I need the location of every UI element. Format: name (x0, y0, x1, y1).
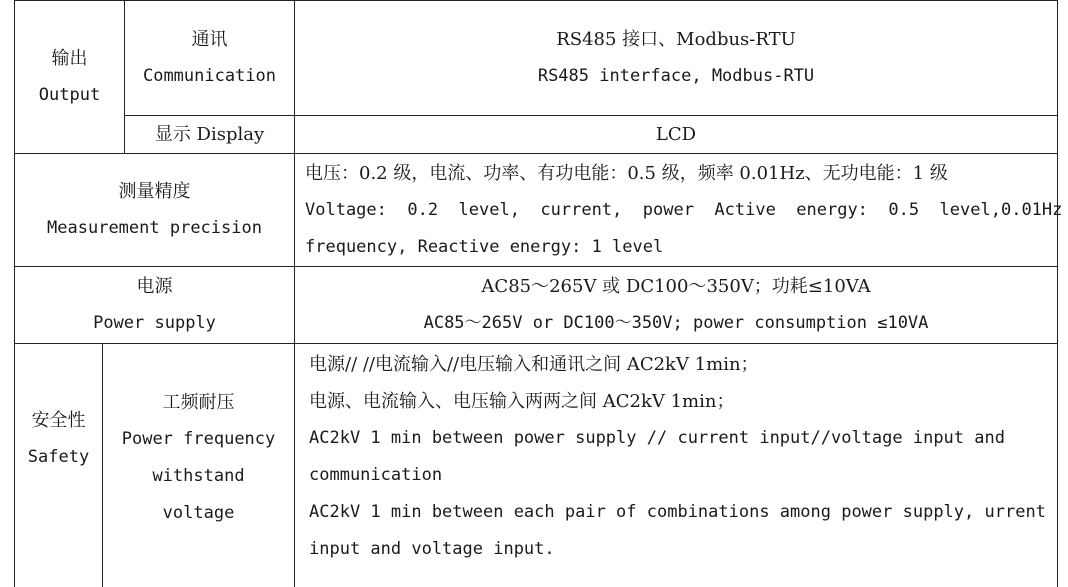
rule-right (1057, 0, 1058, 587)
measurement-value-en-2: frequency, Reactive energy: 1 level (305, 236, 664, 257)
withstand-label-en-1: Power frequency (121, 429, 276, 449)
output-label-cell (15, 1, 124, 153)
power-supply-value-en: AC85～265V or DC100～350V; power consumption ≤10VA (423, 313, 929, 333)
safety-value-cell (309, 344, 1057, 570)
output-label-en: Output (38, 85, 101, 105)
safety-label-zh: 安全性 (31, 410, 86, 431)
safety-line-2: 电源、电流输入、电压输入两两之间 AC2kV 1min； (309, 391, 735, 412)
power-supply-label-zh: 电源 (136, 276, 173, 297)
safety-label-cell (15, 344, 102, 534)
withstand-label-en-3: voltage (162, 503, 235, 523)
power-supply-value-zh: AC85～265V 或 DC100～350V；功耗≤10VA (481, 276, 871, 297)
measurement-label-en: Measurement precision (47, 218, 262, 238)
communication-label-en: Communication (142, 66, 277, 86)
communication-label-cell (125, 1, 294, 115)
safety-line-4: communication (309, 465, 443, 485)
withstand-label-en-2: withstand (152, 466, 245, 486)
power-supply-label-en: Power supply (93, 313, 216, 333)
withstand-label-zh: 工频耐压 (162, 392, 235, 413)
safety-line-6: input and voltage input. (309, 539, 555, 559)
output-label-zh: 输出 (51, 48, 88, 69)
communication-label-zh: 通讯 (191, 29, 228, 50)
display-value-cell (295, 116, 1057, 153)
withstand-label-cell (103, 344, 294, 572)
safety-line-3: AC2kV 1 min between power supply // current input//voltage input and (309, 428, 1005, 448)
measurement-label-zh: 测量精度 (118, 181, 191, 202)
communication-value-zh: RS485 接口、Modbus-RTU (556, 29, 796, 50)
communication-value-cell (295, 1, 1057, 115)
display-value: LCD (655, 124, 697, 145)
safety-label-en: Safety (27, 447, 90, 467)
display-label: 显示 Display (154, 124, 265, 145)
safety-line-5: AC2kV 1 min between each pair of combinations among power supply, urrent (309, 502, 1046, 522)
measurement-value-cell (305, 154, 1063, 266)
measurement-value-en-1: Voltage: 0.2 level, current, power Active energy: 0.5 level,0.01Hz (305, 199, 1063, 220)
measurement-label-cell (15, 154, 294, 266)
power-supply-label-cell (15, 267, 294, 343)
display-label-cell (125, 116, 294, 153)
communication-value-en: RS485 interface, Modbus-RTU (537, 66, 815, 86)
measurement-value-zh: 电压：0.2 级，电流、功率、有功电能：0.5 级，频率 0.01Hz、无功电能：1 级 (305, 162, 948, 184)
power-supply-value-cell (295, 267, 1057, 343)
safety-line-1: 电源// //电流输入//电压输入和通讯之间 AC2kV 1min； (309, 354, 759, 375)
